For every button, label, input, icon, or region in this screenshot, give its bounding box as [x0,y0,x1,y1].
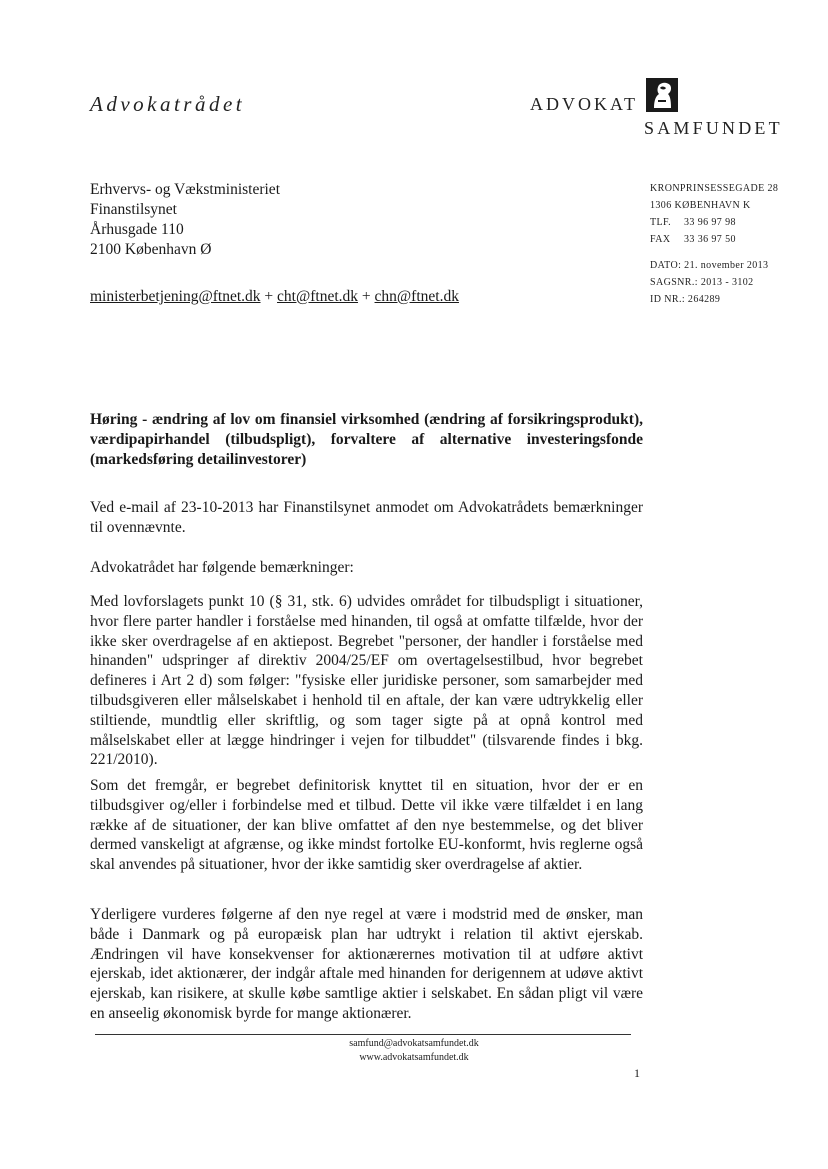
sender-fax [650,231,778,248]
phone-label: TLF. [650,217,672,228]
recipient-line: Århusgade 110 [90,221,184,238]
sender-info [650,180,778,308]
letter-date: DATO: 21. november 2013 [650,260,769,271]
sender-phone [650,214,778,231]
body-paragraph-4: Som det fremgår, er begrebet definitorisk knyttet til en situation, hvor der er en tilbudsgiver og/eller i forbindelse med et tilbud. Dette vil ikke være tilfældet i en lang række af de situationer, der kan blive omfattet af den nye bestemmelse, og det bliver dermed vanskeligt at afgrænse, og ikke mindst fortolke EU-konformt, hvis reglerne også skal anvendes på situationer, hvor der ikke samtidig sker overdragelse af aktier. [90,777,643,874]
recipient-emails [90,288,459,306]
brand-name-top: ADVOKAT [530,94,638,114]
phone-number: 33 96 97 98 [684,217,736,228]
body-paragraph-2: Advokatrådet har følgende bemærkninger: [90,559,354,576]
recipient-line: Erhvervs- og Vækstministeriet [90,181,280,198]
fax-label: FAX [650,234,671,245]
email-link[interactable]: cht@ftnet.dk [277,288,359,305]
recipient-line: 2100 København Ø [90,241,212,258]
advokatraadet-title: Advokatrådet [90,92,246,116]
advokatsamfundet-logo-icon [646,78,678,112]
body-paragraph-3: Med lovforslagets punkt 10 (§ 31, stk. 6) udvides området for tilbudspligt i situationer, hvor flere parter handler i forståelse med hinanden, til også at omfatte tilfælde, hvor der ikke sker overdragelse af en aktiepost. Begrebet "personer, der handler i forståelse med hinanden" udspringer af direktiv 2004/25/EF om overtagelsestilbud, hvor begrebet defineres i Art 2 d) som følger: "fysiske eller juridiske personer, som samarbejder med tilbudsgiveren eller målselskabet i henhold til en aftale, der kan være udtrykkelig eller stiltiende, mundtlig eller skriftlig, og som tager sigte på at opnå kontrol med målselskabet eller at lægge hindringer i vejen for tilbuddet" (tilsvarende findes i bkg. 221/2010). [90,593,643,769]
recipient-line: Finanstilsynet [90,201,177,218]
letter-subject: Høring - ændring af lov om finansiel virksomhed (ændring af forsikringsprodukt), værdipapirhandel (tilbudspligt), forvaltere af alternative investeringsfonde (markedsføring detailinvestorer) [90,411,643,468]
email-link[interactable]: chn@ftnet.dk [374,288,459,305]
footer-website[interactable]: www.advokatsamfundet.dk [359,1052,469,1063]
email-link[interactable]: ministerbetjening@ftnet.dk [90,288,261,305]
brand-name-bottom: SAMFUNDET [644,118,783,138]
body-paragraph-5: Yderligere vurderes følgerne af den nye regel at være i modstrid med de ønsker, man både i Danmark og på europæisk plan har udtrykt i relation til aktivt ejerskab. Ændringen vil have konsekvenser for aktionærernes motivation til at udføre aktivt ejerskab, idet aktionærer, der indgår aftale med hinanden for derigennem at udøve aktivt ejerskab, kan risikere, at skulle købe samtlige aktier i selskabet. En sådan pligt vil være en anseelig økonomisk byrde for mange aktionærer. [90,906,643,1022]
page-number: 1 [634,1066,640,1080]
body-paragraph-1: Ved e-mail af 23-10-2013 har Finanstilsynet anmodet om Advokatrådets bemærkninger til ovennævnte. [90,499,643,536]
id-number: ID NR.: 264289 [650,294,721,305]
fax-number: 33 36 97 50 [684,234,736,245]
email-separator: + [260,288,278,305]
footer-email[interactable]: samfund@advokatsamfundet.dk [349,1038,479,1049]
email-separator: + [358,288,375,305]
sender-street: KRONPRINSESSEGADE 28 [650,183,779,194]
sender-city: 1306 KØBENHAVN K [650,200,751,211]
recipient-address [90,180,280,260]
footer-divider [95,1034,631,1035]
case-number: SAGSNR.: 2013 - 3102 [650,277,754,288]
